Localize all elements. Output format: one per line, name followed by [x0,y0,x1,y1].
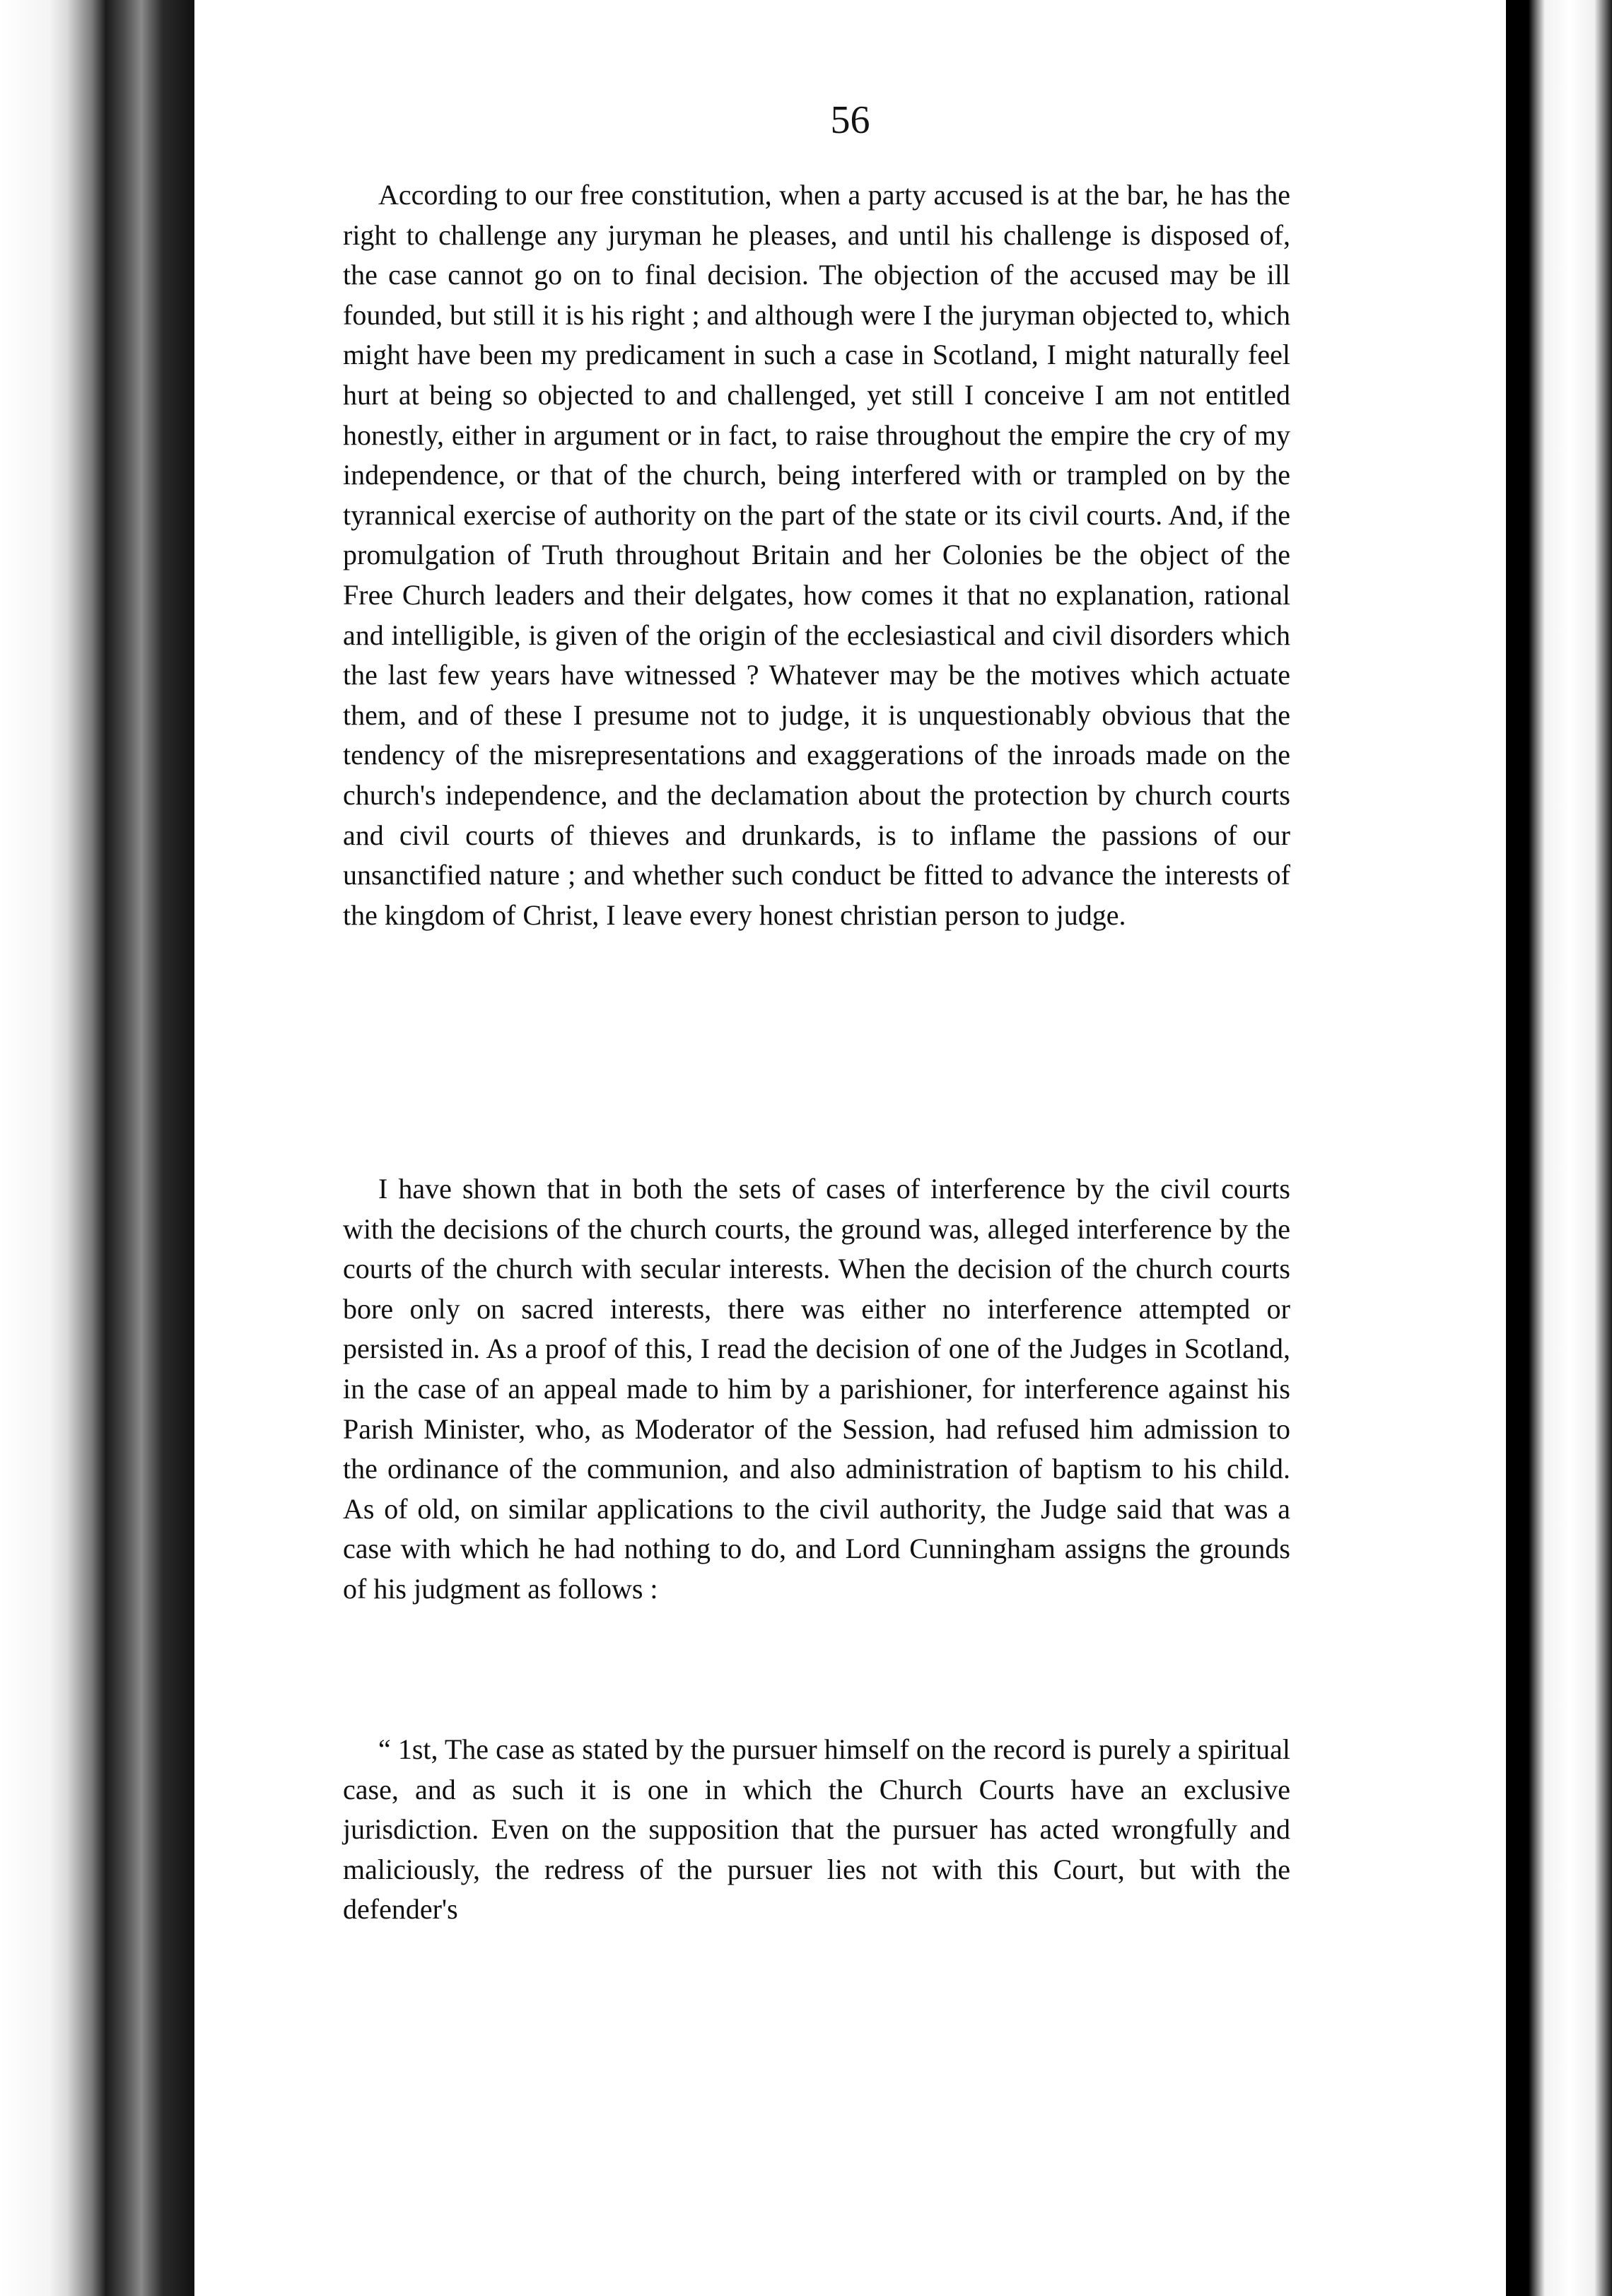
paragraph: “ 1st, The case as stated by the pursuer himself on the record is purely a spiritual case, and as such it is one in which the Church Courts have an exclusive jurisdiction. Even on the supposition that the pursuer has acted wrongfully and maliciously, the redress of the pursuer lies not with this Court, but with the defender's [343,1733,1290,1926]
book-gutter-left [0,0,194,2296]
body-text-block [343,1169,1290,1610]
page-number: 56 [830,98,870,142]
book-edge-right [1527,0,1612,2296]
paragraph: According to our free constitution, when a party accused is at the bar, he has the right to challenge any juryman he pleases, and until his challenge is disposed of, the case cannot go on to final decision. The objection of the accused may be ill founded, but still it is his right ; and although were I the juryman objected to, which might have been my predicament in such a case in Scotland, I might naturally feel hurt at being so objected to and challenged, yet still I conceive I am not entitled honestly, either in argument or in fact, to raise throughout the empire the cry of my independence, or that of the church, being interfered with or trampled on by the tyrannical exercise of authority on the part of the state or its civil courts. And, if the promulgation of Truth throughout Britain and her Colonies be the object of the Free Church leaders and their delgates, how comes it that no explanation, rational and intelligible, is given of the origin of the ecclesiastical and civil disorders which the last few years have witnessed ? Whatever may be the motives which actuate them, and of these I presume not to judge, it is unquestionably obvious that the tendency of the misrepresentations and exaggerations of the inroads made on the church's independence, and the declamation about the protection by church courts and civil courts of thieves and drunkards, is to inflame the passions of our unsanctified nature ; and whether such conduct be fitted to advance the interests of the kingdom of Christ, I leave every honest christian person to judge. [343,179,1290,931]
book-page [194,0,1506,2296]
quotation-block [343,1730,1290,1930]
body-text-block [343,175,1290,935]
paragraph: I have shown that in both the sets of cases of interference by the civil courts with the decisions of the church courts, the ground was, alleged interference by the courts of the church with secular interests. When the decision of the church courts bore only on sacred interests, there was either no interference attempted or persisted in. As a proof of this, I read the decision of one of the Judges in Scotland, in the case of an appeal made to him by a parishioner, for interference against his Parish Minister, who, as Moderator of the Session, had refused him admission to the ordinance of the communion, and also administration of baptism to his child. As of old, on similar applications to the civil authority, the Judge said that was a case with which he had nothing to do, and Lord Cunningham assigns the grounds of his judgment as follows : [343,1173,1290,1605]
